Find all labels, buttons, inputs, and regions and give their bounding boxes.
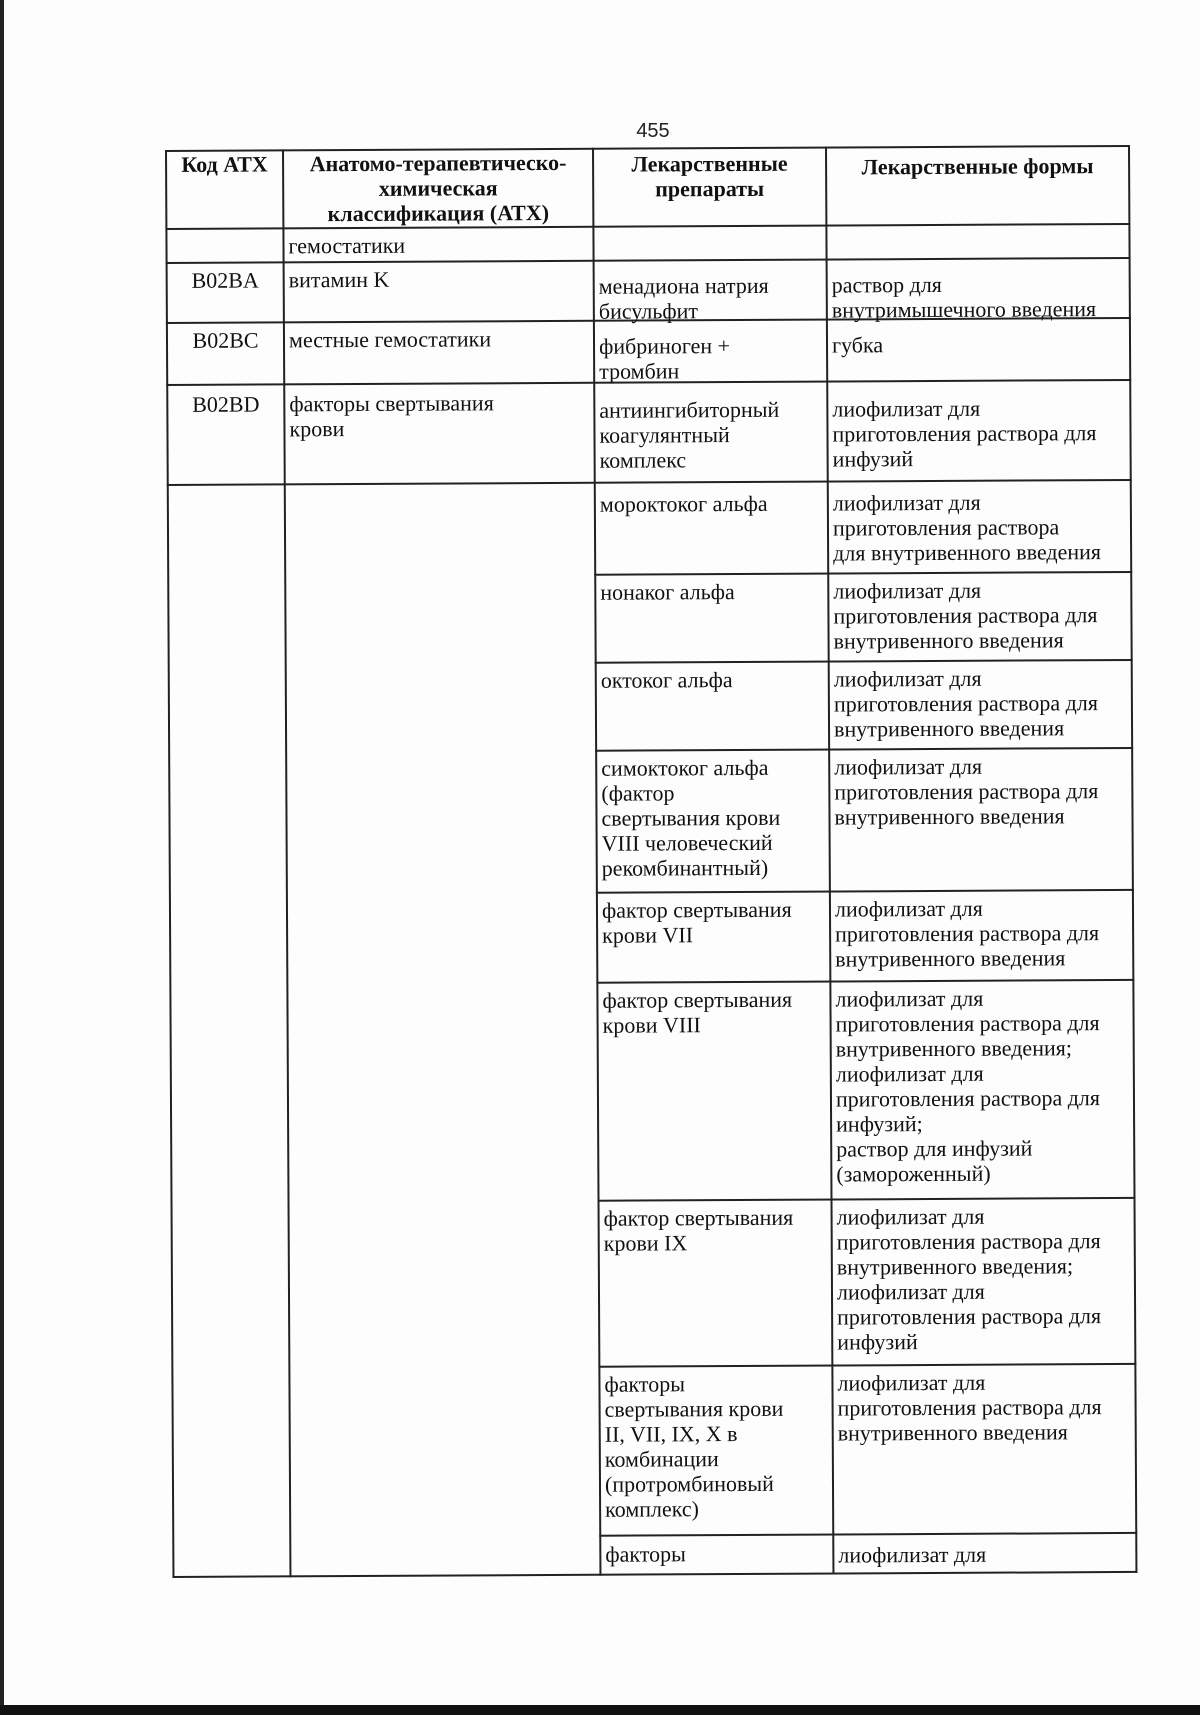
page-number: 455 [636, 120, 670, 142]
row-divider-8 [596, 889, 1134, 894]
header-drugs: Лекарственные препараты [631, 150, 788, 202]
row-2-form: губка [831, 332, 884, 358]
row-divider-4 [167, 479, 1132, 486]
row-5-form: лиофилизат для приготовления раствора для внутривенного введения [833, 577, 1098, 654]
table-border-left [165, 150, 174, 1578]
row-12-form: лиофилизат для [838, 1541, 987, 1568]
header-code: Код АТХ [181, 151, 268, 177]
row-1-code: B02BA [191, 267, 259, 293]
row-3-code: B02BD [192, 391, 260, 417]
row-2-drug: фибриноген + тромбин [598, 333, 731, 384]
row-3-classification: факторы свертывания крови [289, 390, 494, 442]
row-7-form: лиофилизат для приготовления раствора для внутривенного введения [834, 753, 1099, 830]
row-divider-12 [599, 1532, 1137, 1537]
row-11-form: лиофилизат для приготовления раствора для внутривенного введения [837, 1369, 1102, 1446]
row-10-form: лиофилизат для приготовления раствора для внутривенного введения; лиофилизат для приготовления раствора для инфузий [836, 1203, 1102, 1355]
row-5-drug: нонаког альфа [600, 579, 735, 605]
row-divider-10 [598, 1197, 1136, 1202]
row-divider-7 [595, 747, 1133, 752]
header-forms: Лекарственные формы [861, 153, 1094, 180]
header-classification: Анатомо-терапевтическо- химическая классификация (АТХ) [309, 149, 567, 227]
row-3-drug: антиингибиторный коагулянтный комплекс [599, 396, 780, 473]
row-8-form: лиофилизат для приготовления раствора для внутривенного введения [834, 895, 1100, 972]
row-9-drug: фактор свертывания крови VIII [602, 986, 793, 1038]
row-divider-6 [595, 659, 1133, 664]
row-divider-9 [596, 979, 1134, 984]
row-8-drug: фактор свертывания крови VII [601, 896, 792, 948]
row-4-form: лиофилизат для приготовления раствора для внутривенного введения [832, 489, 1102, 566]
atc-table [165, 145, 1137, 1578]
table-border-bottom [172, 1571, 1137, 1578]
scan-edge-bottom [0, 1705, 1200, 1715]
row-10-drug: фактор свертывания крови IX [603, 1204, 794, 1256]
scan-edge-left [0, 0, 4, 1715]
row-0-classification: гемостатики [288, 232, 406, 259]
row-7-drug: симоктоког альфа (фактор свертывания крови VIII человеческий рекомбинантный) [601, 754, 781, 881]
row-1-classification: витамин K [288, 266, 390, 293]
row-6-drug: октоког альфа [600, 667, 733, 693]
table-border-right [1128, 145, 1137, 1573]
row-1-form: раствор для внутримышечного введения [831, 271, 1097, 323]
row-divider-5 [594, 571, 1132, 576]
row-11-drug: факторы свертывания крови II, VII, IX, X в комбинации (протромбиновый комплекс) [604, 1371, 784, 1522]
row-12-drug: факторы [605, 1541, 686, 1567]
column-divider-code [282, 149, 291, 1577]
row-1-drug: менадиона натрия бисульфит [598, 272, 769, 324]
row-4-drug: мороктоког альфа [599, 490, 768, 517]
row-2-classification: местные гемостатики [288, 326, 492, 353]
row-9-form: лиофилизат для приготовления раствора для внутривенного введения; лиофилизат для приготовления раствора для инфузий; раствор для инфузий (замороженный) [835, 985, 1101, 1187]
row-6-form: лиофилизат для приготовления раствора для внутривенного введения [833, 665, 1098, 742]
row-2-code: B02BC [192, 327, 259, 353]
row-divider-11 [598, 1363, 1136, 1368]
row-3-form: лиофилизат для приготовления раствора для инфузий [832, 395, 1097, 472]
